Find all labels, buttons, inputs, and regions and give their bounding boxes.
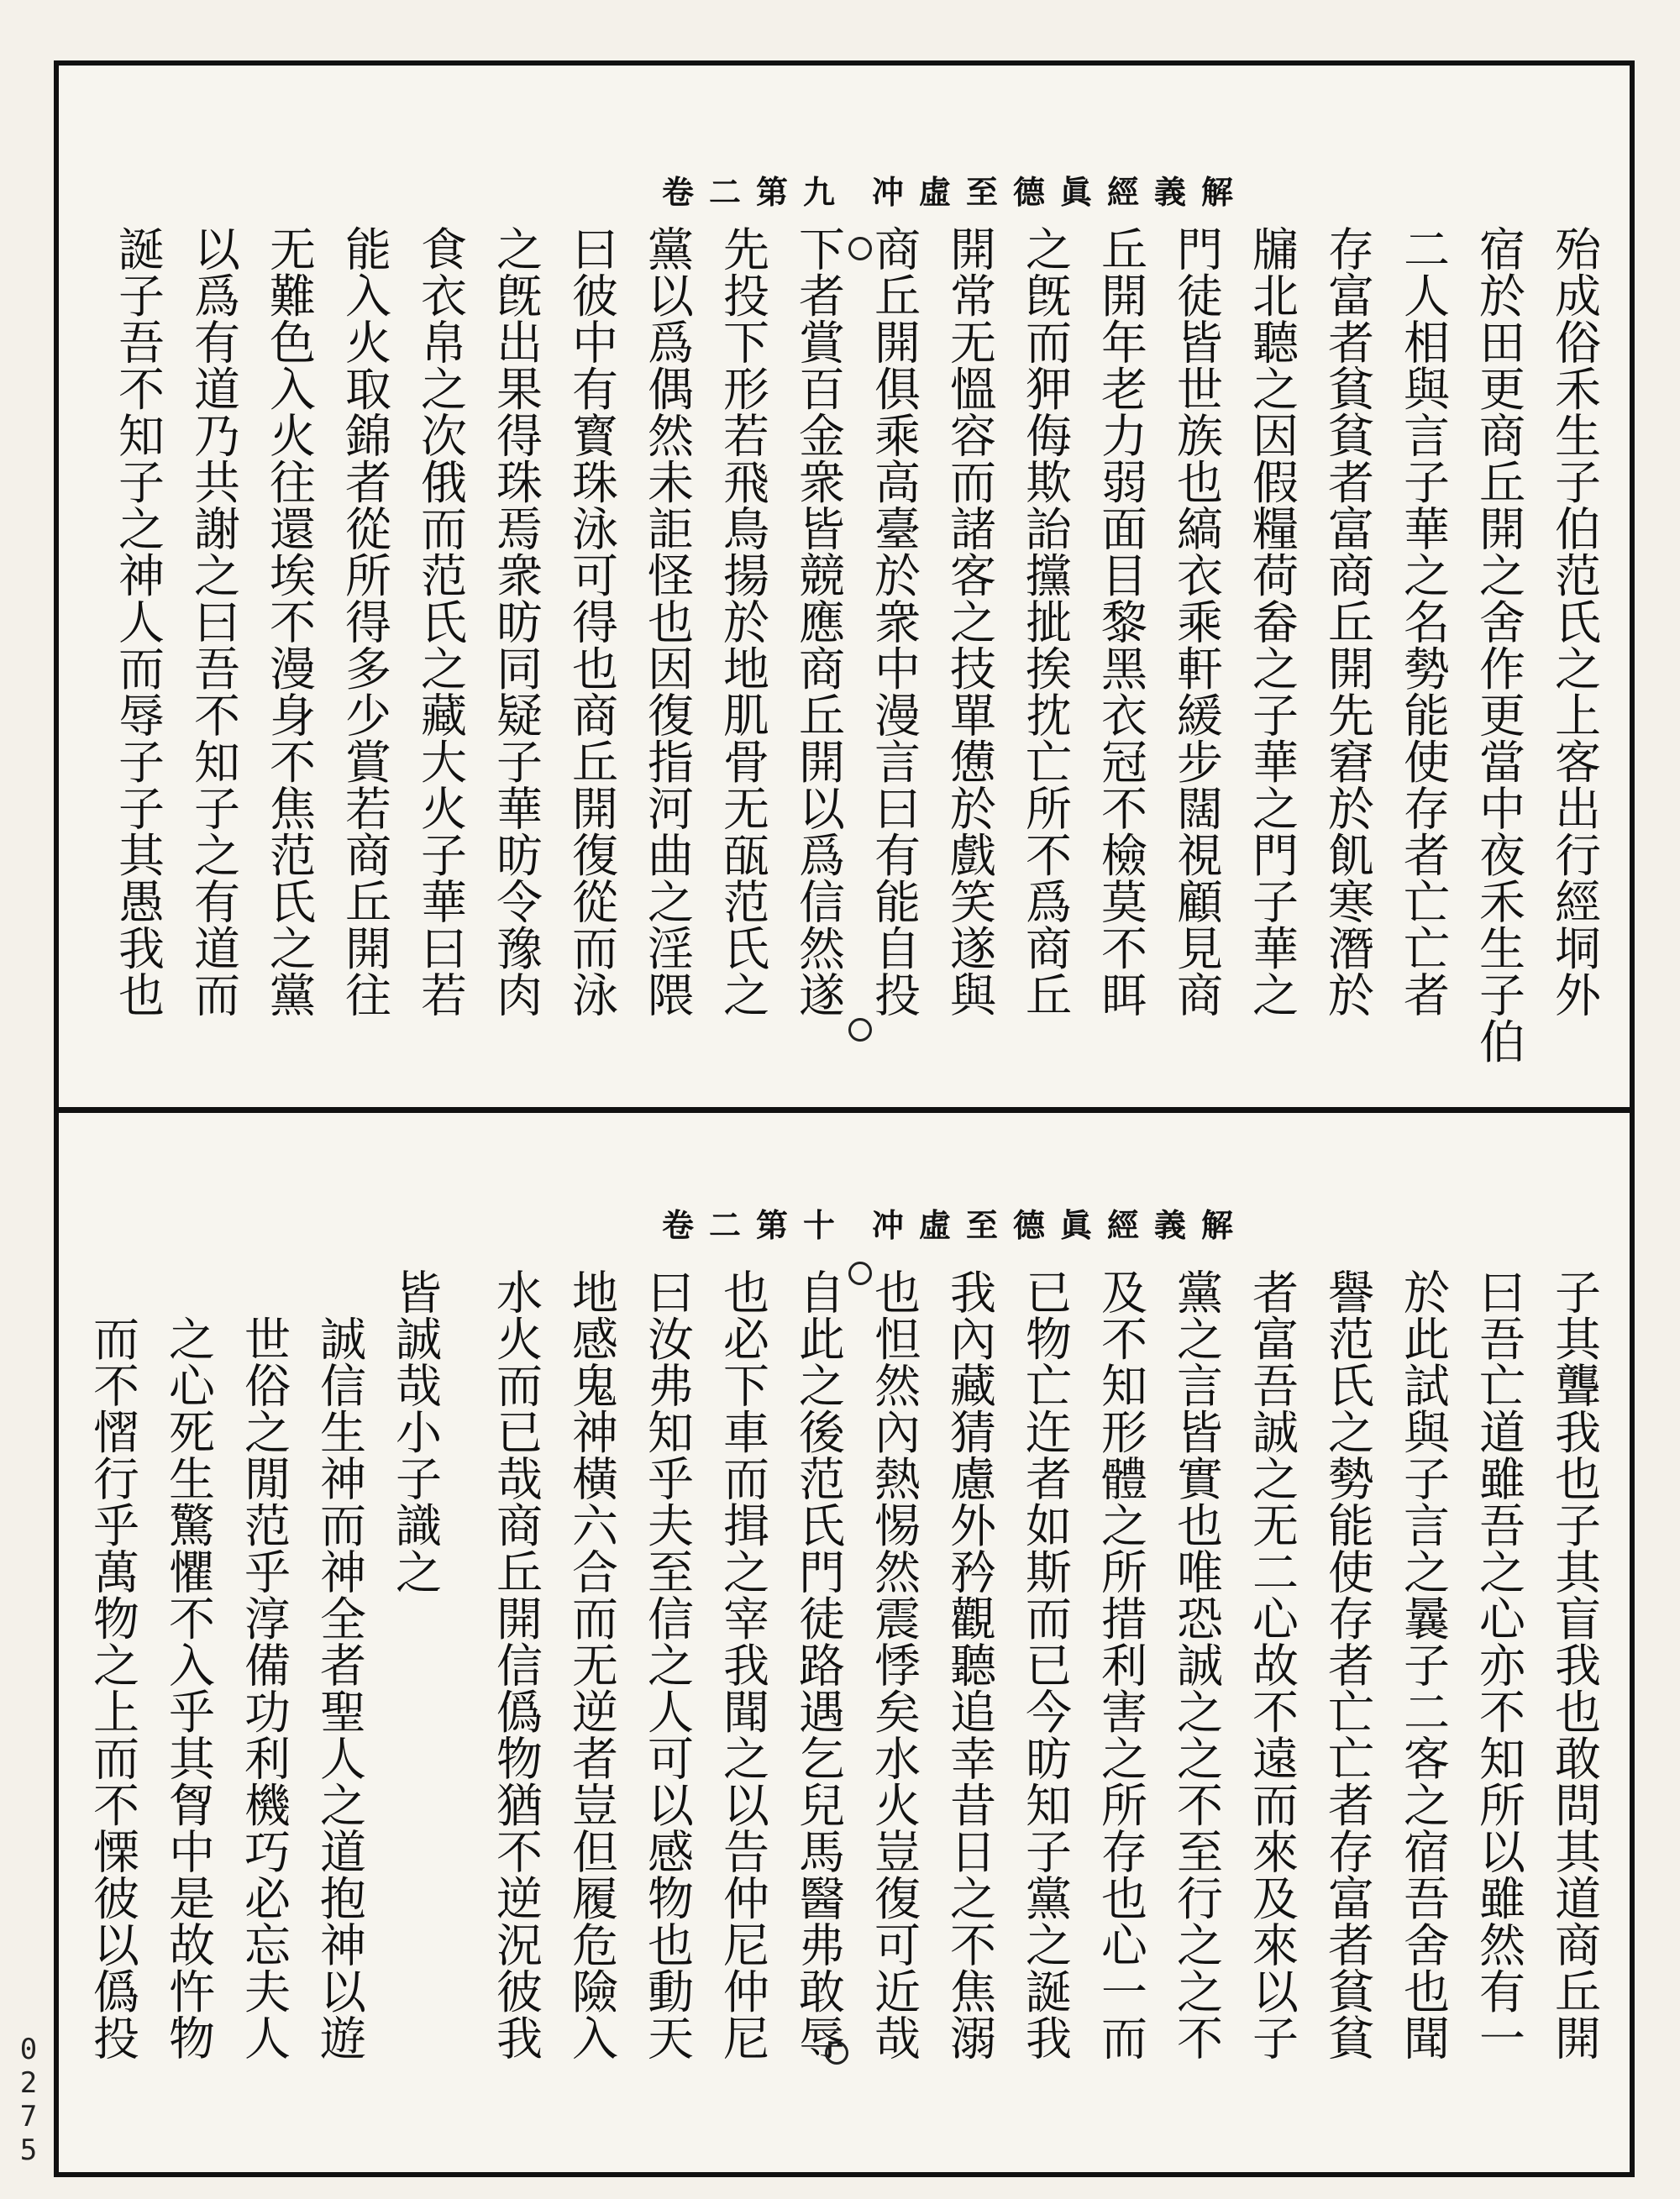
bottom-col-16: 皆誠哉小子識之 [388,1268,442,1595]
page-divider [54,1107,1635,1113]
bottom-col-1: 子其聾我也子其盲我也敢問其道商丘開 [1547,1268,1601,2061]
bottom-col-4: 譽范氏之勢能使存者亡亡者存富者貧貧 [1320,1268,1374,2061]
circle-mark [848,1018,872,1042]
bottom-col-17: 誠信生神而神全者聖人之道抱神以遊 [312,1268,366,2061]
top-col-5: 牖北聽之因假糧荷畚之子華之門子華之 [1245,225,1299,1018]
top-col-17: 能入火取錦者從所得多少賞若商丘開往 [338,225,391,1018]
bottom-col-2: 曰吾亡道雖吾之心亦不知所以雖然有一 [1472,1268,1525,2061]
top-col-8: 之旣而狎侮欺詒攩㧗挨抌亡所不爲商丘 [1018,225,1072,1018]
bottom-col-10: 也怛然內熱惕然震悸矣水火豈復可近哉 [867,1268,921,2061]
top-col-16: 食衣帛之次俄而范氏之藏大火子華曰若 [413,225,467,1018]
top-col-18: 无難色入火往還埃不漫身不焦范氏之黨 [262,225,316,1018]
circle-mark [825,2041,848,2065]
top-col-3: 二人相與言子華之名勢能使存者亡亡者 [1396,225,1450,1018]
bottom-col-19: 之心死生驚懼不入乎其胷中是故忤物 [161,1268,215,2061]
bottom-col-12: 也必下車而揖之宰我聞之以告仲尼仲尼 [716,1268,769,2061]
top-col-11: 下者賞百金衆皆競應商丘開以爲信然遂 [791,225,845,1018]
top-col-13: 黨以爲偶然未詎怪也因復指河曲之淫隈 [640,225,694,1018]
bottom-col-3: 於此試與子言之曩子二客之宿吾舍也聞 [1396,1268,1450,2061]
bottom-col-7: 及不知形體之所措利害之所存也心一而 [1094,1268,1147,2061]
bottom-header-section: 卷二第十 [662,1206,851,1244]
bottom-header-title: 冲虛至德眞經義解 [872,1206,1249,1244]
top-header-section: 卷二第九 [662,173,851,211]
circle-mark [848,237,872,260]
top-col-14: 曰彼中有寳珠泳可得也商丘開復從而泳 [564,225,618,1018]
top-col-20: 誕子吾不知子之神人而辱子子其愚我也 [111,225,165,1018]
top-col-1: 殆成俗禾生子伯范氏之上客出行經垌外 [1547,225,1601,1018]
top-col-15: 之旣出果得珠焉衆昉同疑子華昉令豫肉 [489,225,543,1018]
bottom-col-6: 黨之言皆實也唯恐誠之之不至行之之不 [1169,1268,1223,2061]
top-col-9: 開常无慍容而諸客之技單憊於戲笑遂與 [942,225,996,1018]
page-number: 0 2 7 5 [19,2033,38,2167]
top-col-12: 先投下形若飛鳥揚於地肌骨无㼣范氏之 [716,225,769,1018]
bottom-col-13: 曰汝弗知乎夫至信之人可以感物也動天 [640,1268,694,2061]
bottom-col-20: 而不慴行乎萬物之上而不慄彼以僞投 [86,1268,139,2061]
bottom-col-14: 地感鬼神橫六合而无逆者豈但履危險入 [564,1268,618,2061]
top-col-6: 門徒皆世族也縞衣乘軒緩步闊視顧見商 [1169,225,1223,1018]
bottom-col-15: 水火而已哉商丘開信僞物猶不逆況彼我 [489,1268,543,2061]
bottom-col-18: 世俗之閒范乎淳備功利機巧必忘夫人 [237,1268,291,2061]
top-col-10: 商丘開俱乘高臺於衆中漫言曰有能自投 [867,225,921,1018]
top-header-title: 冲虛至德眞經義解 [872,173,1249,211]
bottom-col-9: 我內藏猜慮外矜觀聽追幸昔日之不焦溺 [942,1268,996,2061]
top-col-7: 丘開年老力弱面目黎黑衣冠不檢莫不眲 [1094,225,1147,1018]
top-col-2: 宿於田更商丘開之舍作更當中夜禾生子伯 [1472,225,1525,1064]
bottom-col-8: 已物亡迕者如斯而已今昉知子黨之誕我 [1018,1268,1072,2061]
top-col-19: 以爲有道乃共謝之曰吾不知子之有道而 [186,225,240,1018]
bottom-col-11: 自此之後范氏門徒路遇乞兒馬醫弗敢辱 [791,1268,845,2061]
top-col-4: 存富者貧貧者富商丘開先窘於飢寒潛於 [1320,225,1374,1018]
circle-mark [848,1262,872,1285]
bottom-col-5: 者富吾誠之无二心故不遠而來及來以子 [1245,1268,1299,2061]
